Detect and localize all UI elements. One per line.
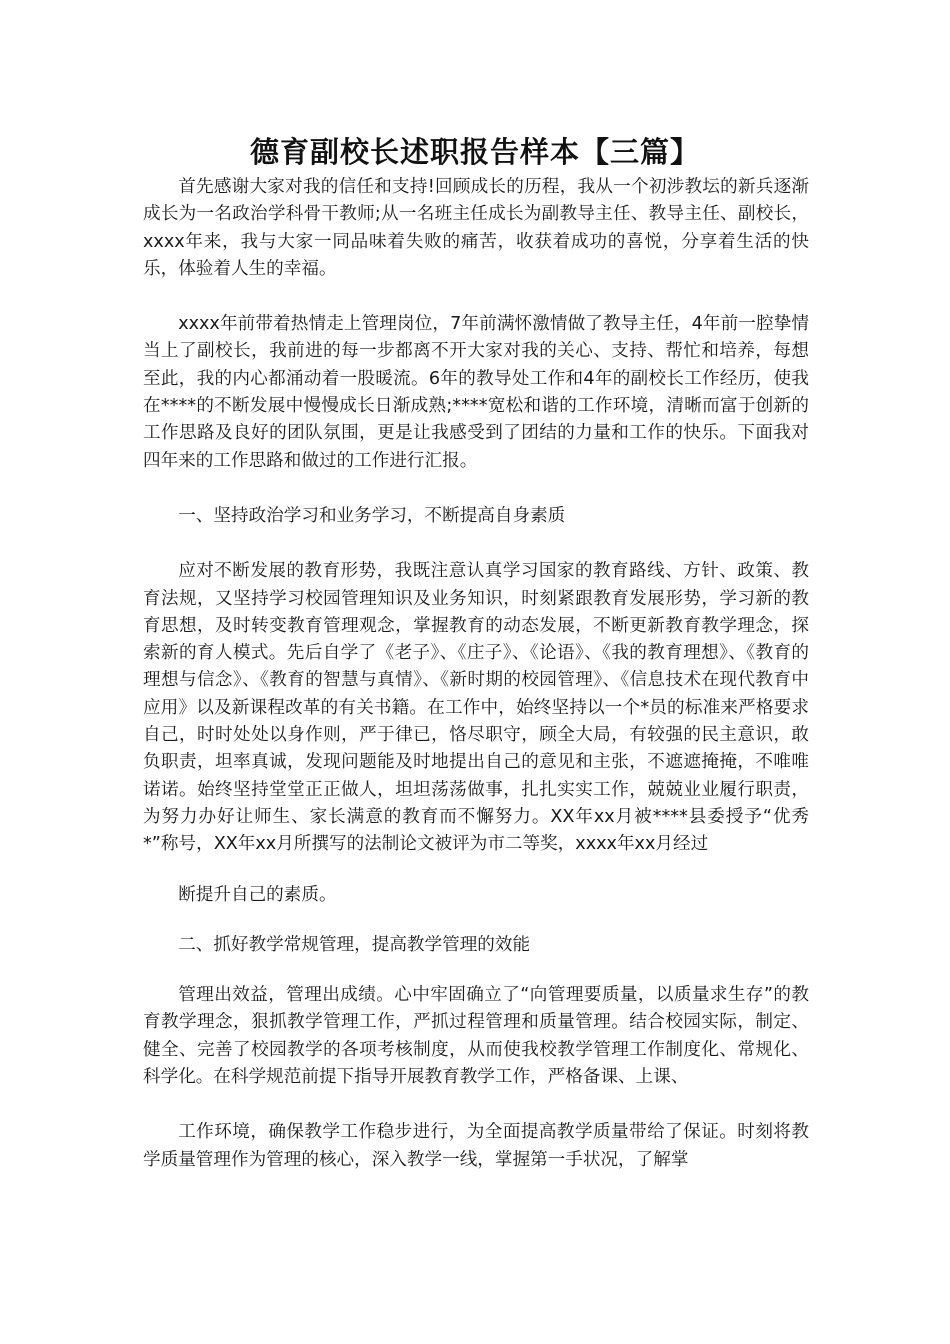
- document-body: [143, 174, 809, 1174]
- paragraph-environment: 工作环境，确保教学工作稳步进行，为全面提高教学质量带给了保证。时刻将教学质量管理作为管理的核心，深入教学一线，掌握第一手状况，了解掌: [143, 1122, 809, 1170]
- section-heading-1: 一、坚持政治学习和业务学习，不断提高自身素质: [178, 505, 566, 526]
- paragraph-gap: [143, 283, 809, 311]
- paragraph-gap: [143, 859, 809, 882]
- paragraph-gap: [143, 1091, 809, 1119]
- paragraph-career: xxxx年前带着热情走上管理岗位，7年前满怀激情做了教导主任，4年前一腔挚情当上了副校长，我前进的每一步都离不开大家对我的关心、支持、帮忙和培养，每想至此，我的内心都涌动着一股暖流。6年的教导处工作和4年的副校长工作经历，使我在****的不断发展中慢慢成长日渐成熟;****宽松和谐的工作环境，清晰而富于创新的工作思路及良好的团队氛围，更是让我感受到了团结的力量和工作的快乐。下面我对四年来的工作思路和做过的工作进行汇报。: [143, 314, 809, 471]
- section-heading-2: 二、抓好教学常规管理，提高教学管理的效能: [178, 934, 531, 955]
- paragraph-fragment: 断提升自己的素质。: [178, 884, 337, 905]
- paragraph-gap: [143, 530, 809, 558]
- paragraph-intro: 首先感谢大家对我的信任和支持!回顾成长的历程，我从一个初涉教坛的新兵逐渐成长为一名政治学科骨干教师;从一名班主任成长为副教导主任、教导主任、副校长，xxxx年来，我与大家一同品味着失败的痛苦，收获着成功的喜悦，分享着生活的快乐，体验着人生的幸福。: [143, 177, 809, 279]
- paragraph-management: 管理出效益，管理出成绩。心中牢固确立了“向管理要质量，以质量求生存”的教育教学理念，狠抓教学管理工作，严抓过程管理和质量管理。结合校园实际，制定、健全、完善了校园教学的各项考核制度，从而使我校教学管理工作制度化、常规化、科学化。在科学规范前提下指导开展教育教学工作，严格备课、上课、: [143, 985, 809, 1088]
- paragraph-gap: [143, 959, 809, 982]
- paragraph-gap: [143, 475, 809, 503]
- document-title: 德育副校长述职报告样本【三篇】: [249, 135, 700, 169]
- paragraph-gap: [143, 909, 809, 932]
- paragraph-study: 应对不断发展的教育形势，我既注意认真学习国家的教育路线、方针、政策、教育法规，又坚持学习校园管理知识及业务知识，时刻紧跟教育发展形势，学习新的教育思想，及时转变教育管理观念，掌握教育的动态发展，不断更新教育教学理念，探索新的育人模式。先后自学了《老子》、《庄子》、《论语》、《我的教育理想》、《教育的理想与信念》、《教育的智慧与真情》、《新时期的校园管理》、《信息技术在现代教育中应用》以及新课程改革的有关书籍。在工作中，始终坚持以一个*员的标准来严格要求自己，时时处处以身作则，严于律已，恪尽职守，顾全大局，有较强的民主意识，敢负职责，坦率真诚，发现问题能及时地提出自己的意见和主张，不遮遮掩掩，不唯唯诺诺。始终坚持堂堂正正做人，坦坦荡荡做事，扎扎实实工作，兢兢业业履行职责，为努力办好让师生、家长满意的教育而不懈努力。XX年xx月被****县委授予“优秀*”称号，XX年xx月所撰写的法制论文被评为市二等奖，xxxx年xx月经过: [143, 561, 809, 855]
